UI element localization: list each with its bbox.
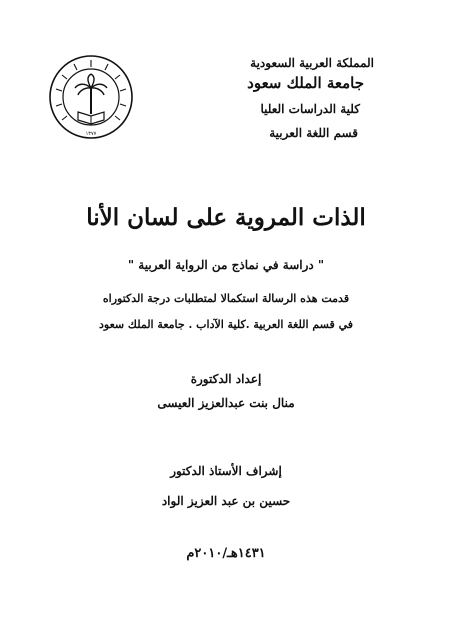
thesis-subtitle: " دراسة في نماذج من الرواية العربية " (127, 258, 325, 272)
thesis-title: الذات المروية على لسان الأنا (86, 204, 366, 231)
kingdom-name: المملكة العربية السعودية (250, 56, 374, 70)
supervision-label: إشراف الأستاذ الدكتور (170, 464, 282, 478)
author-name: منال بنت عبدالعزيز العيسى (157, 396, 295, 410)
prepared-by-label: إعداد الدكتورة (190, 372, 262, 386)
submission-statement-line-1: قدمت هذه الرسالة استكمالا لمتطلبات درجة الدكتوراه (102, 292, 350, 305)
supervisor-name: حسين بن عبد العزيز الواد (161, 494, 291, 508)
university-name: جامعة الملك سعود (247, 74, 364, 92)
submission-statement-line-2: في قسم اللغة العربية .كلية الآداب . جامعة الملك سعود (98, 318, 354, 331)
thesis-date: ١٤٣١هـ/٢٠١٠م (186, 546, 266, 561)
department-name: قسم اللغة العربية (269, 126, 358, 140)
college-name: كلية الدراسات العليا (260, 102, 360, 116)
svg-text:١٣٧٧: ١٣٧٧ (85, 131, 97, 137)
king-saud-university-seal-icon (48, 54, 134, 140)
